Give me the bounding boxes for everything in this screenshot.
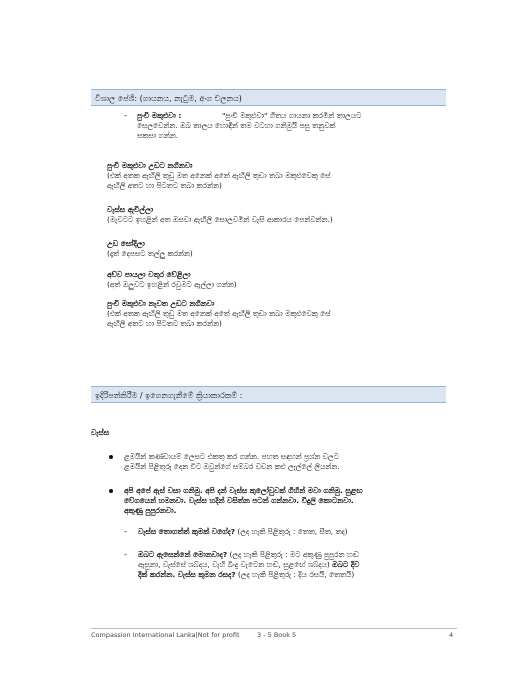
intro-text: සකසා ගන්න.	[137, 131, 179, 140]
rhyme-line-title: අව්ව පායලා වතුර වේළිලා	[107, 270, 191, 279]
bullet-dot	[109, 455, 113, 459]
question-text: දික් කරන්න. වැස්ස කුමන රසද?	[138, 570, 236, 579]
rhyme-line-instruction: ඇඟිලි අතට හා පිටතට තබා කරන්න)	[107, 319, 222, 328]
bullet-dot	[109, 489, 113, 493]
intro-title: පුංචි මකුළුවා :	[137, 111, 182, 120]
bullet-text: ළමයින් පිළිතුරු දෙන විට ඔවුන්ගේ සම්බර වචන කළු ලෑල්ලේ ලියන්න.	[124, 462, 340, 471]
footer-organization: Compassion International Lanka|Not for profit	[91, 631, 240, 639]
bullet-text: ළමයින් කණ්ඩායම් ලෙසට එකතු කර ගන්න. පහත සඳහන් ප්‍රශ්න වලට	[124, 452, 339, 461]
footer-book-title: 3 - 5 Book 5	[257, 631, 297, 639]
question-line	[138, 527, 348, 537]
dash-marker: -	[124, 550, 127, 559]
rhyme-line-instruction: ඇඟිලි අතට හා පිටතට තබා කරන්න)	[107, 181, 222, 190]
rhyme-line-instruction: (දෑත් දෙපසට තල්ලු කරන්න)	[107, 249, 193, 258]
page-number: 4	[449, 631, 454, 639]
rhyme-line-instruction: (එක් අතක ඇඟිලි තුඩු මත අනෙක් අතේ ඇඟිලි තුඩා තබා මකුළුවෙකු සේ	[107, 171, 331, 180]
intro-text: සෙලවෙන්න. ඔබ තාලය හොඳින් තම වටහා ගනිමුයි පසු තනුවක්	[137, 121, 336, 130]
bullet-text: අකුණු පුපුරනවා.	[124, 506, 177, 515]
dash-marker: -	[124, 527, 127, 536]
rhyme-line-instruction: (මැවටට ඉහළින් අත ඔසවා ඇඟිලි සොලවමින් වැසි ආකාරය පෙන්වන්න.)	[107, 215, 333, 224]
bullet-text: වේගයෙන් හමනවා. වැස්ස හදින් වසිත්න පටන් ගන්නවා. විදුලි කොටනවා.	[124, 496, 354, 505]
dash-marker: -	[124, 111, 127, 120]
activity-subheading: වැස්ස	[91, 428, 110, 437]
intro-text: "පුංචි මකුළුවා" ගීතය ගායනා කරමින් තාලයට	[222, 111, 362, 120]
possible-answers: ඇසුනා, වැස්සේ ශබ්දය, වැහි බිංදු වැටෙන හඬ, සුළඟේ ශබ්දය)	[138, 560, 333, 569]
possible-answers: (ලද හැකි පිළිතුරු : මට අකුණු පුපුරන හඬ	[227, 550, 359, 559]
question-line	[138, 560, 359, 570]
rhyme-line-instruction: (අත් ඔලුවට ඉහළින් රවුමට ඇල්ලා ගන්න)	[107, 280, 237, 289]
section-heading-gross-motor: විශාල පේශි: (ගායනය, නැටුම, අංග චලනය)	[91, 89, 446, 106]
footer-divider	[91, 628, 457, 629]
rhyme-line-title: වැස්ස ඇවිල්ලා	[107, 205, 154, 214]
rhyme-line-title: උඩ සෝදිලා	[107, 239, 145, 248]
question-text: ඔබට ඇසෙන්නේ මොනවාද?	[138, 550, 228, 559]
rhyme-line-instruction: (එක් අතක ඇඟිලි තුඩු මත අනෙක් අතේ ඇඟිලි තුඩා තබා මකුළුවෙකු සේ	[107, 309, 331, 318]
section-heading-activities: ඉදිරිපත්කිරීම / ඉගෙනගැනීමේ ක්‍රියාකාරකම් :	[91, 386, 446, 403]
question-text: වැස්ස තොගත්ත් කුමක් වගේද?	[138, 527, 235, 536]
rhyme-line-title: පුංචි මකුළුවා නැවත උඩට නගිනවා	[107, 299, 215, 308]
possible-answers: (ලද හැකි පිළිතුරු : තෙත, සීත, තද)	[235, 527, 348, 536]
question-text: ඔබට දිව	[332, 560, 360, 569]
question-line	[138, 570, 354, 580]
possible-answers: (ලද හැකි පිළිතුරු : දිය රසයි, තෙතයි)	[235, 570, 355, 579]
bullet-text: අපි අපේ ඇස් වසා ගනිමු. අපි දන් වැස්ස කුලෝවුවක් ගිහින් මවා ගනිමු. සුළඟ	[124, 486, 363, 495]
question-line	[138, 550, 359, 560]
rhyme-line-title: පුංචි මකුළුවා උඩට නගිනවා	[107, 161, 193, 170]
